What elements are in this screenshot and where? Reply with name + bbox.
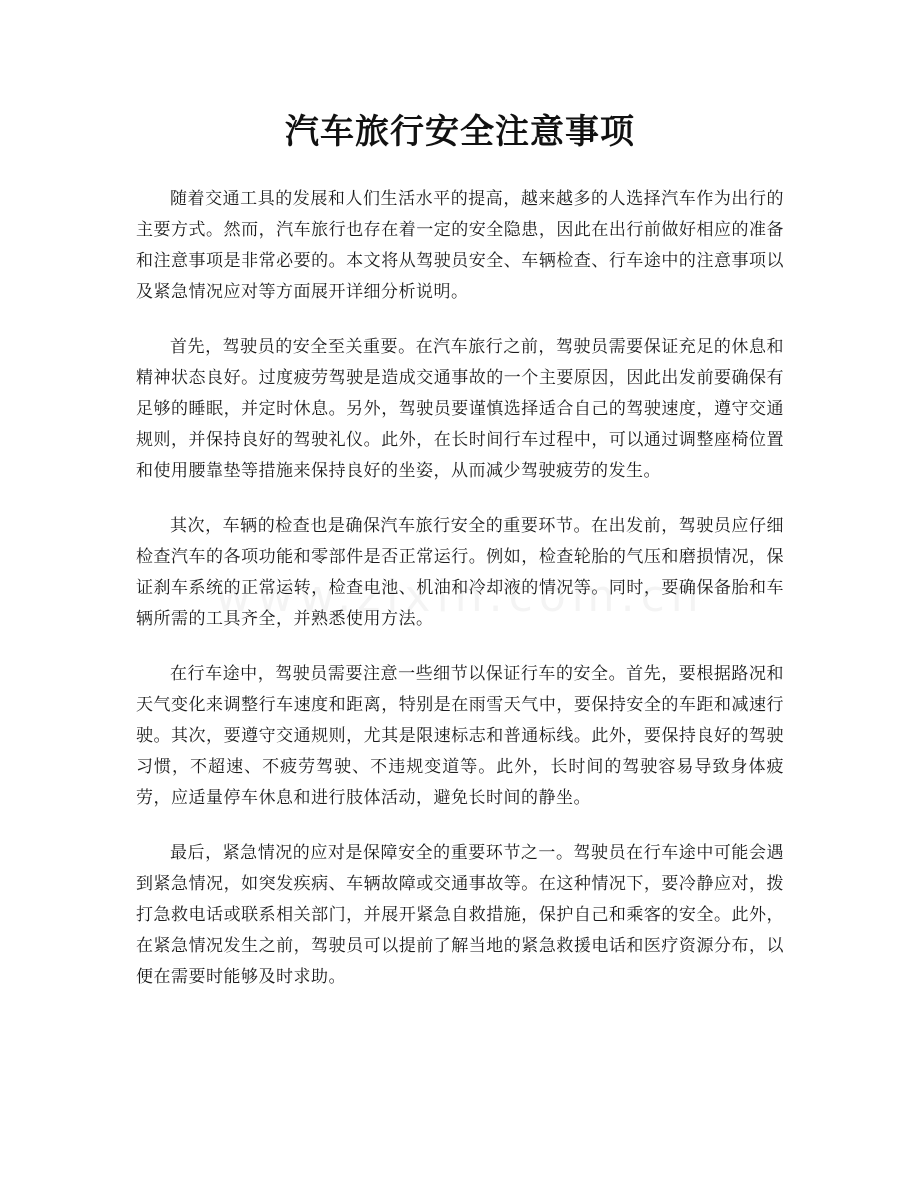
paragraph-driver-safety: 首先，驾驶员的安全至关重要。在汽车旅行之前，驾驶员需要保证充足的休息和精神状态良好。过度疲劳驾驶是造成交通事故的一个主要原因，因此出发前要确保有足够的睡眠，并定时休息。另外，驾驶员要谨慎选择适合自己的驾驶速度，遵守交通规则，并保持良好的驾驶礼仪。此外，在长时间行车过程中，可以通过调整座椅位置和使用腰靠垫等措施来保持良好的坐姿，从而减少驾驶疲劳的发生。 [136,337,784,481]
paragraph-emergency: 最后，紧急情况的应对是保障安全的重要环节之一。驾驶员在行车途中可能会遇到紧急情况，如突发疾病、车辆故障或交通事故等。在这种情况下，要冷静应对，拨打急救电话或联系相关部门，并展开紧急自救措施，保护自己和乘客的安全。此外，在紧急情况发生之前，驾驶员可以提前了解当地的紧急救援电话和医疗资源分布，以便在需要时能够及时求助。 [136,843,784,987]
paragraph-on-the-road: 在行车途中，驾驶员需要注意一些细节以保证行车的安全。首先，要根据路况和天气变化来调整行车速度和距离，特别是在雨雪天气中，要保持安全的车距和减速行驶。其次，要遵守交通规则，尤其是限速标志和普通标线。此外，要保持良好的驾驶习惯，不超速、不疲劳驾驶、不违规变道等。此外，长时间的驾驶容易导致身体疲劳，应适量停车休息和进行肢体活动，避免长时间的静坐。 [136,664,784,808]
document-title: 汽车旅行安全注意事项 [285,112,635,152]
paragraph-intro: 随着交通工具的发展和人们生活水平的提高，越来越多的人选择汽车作为出行的主要方式。然而，汽车旅行也存在着一定的安全隐患，因此在出行前做好相应的准备和注意事项是非常必要的。本文将从驾驶员安全、车辆检查、行车途中的注意事项以及紧急情况应对等方面展开详细分析说明。 [136,189,784,302]
paragraph-vehicle-check: 其次，车辆的检查也是确保汽车旅行安全的重要环节。在出发前，驾驶员应仔细检查汽车的各项功能和零部件是否正常运行。例如，检查轮胎的气压和磨损情况，保证刹车系统的正常运转，检查电池、机油和冷却液的情况等。同时，要确保备胎和车辆所需的工具齐全，并熟悉使用方法。 [136,516,784,629]
document-body [136,184,784,1017]
